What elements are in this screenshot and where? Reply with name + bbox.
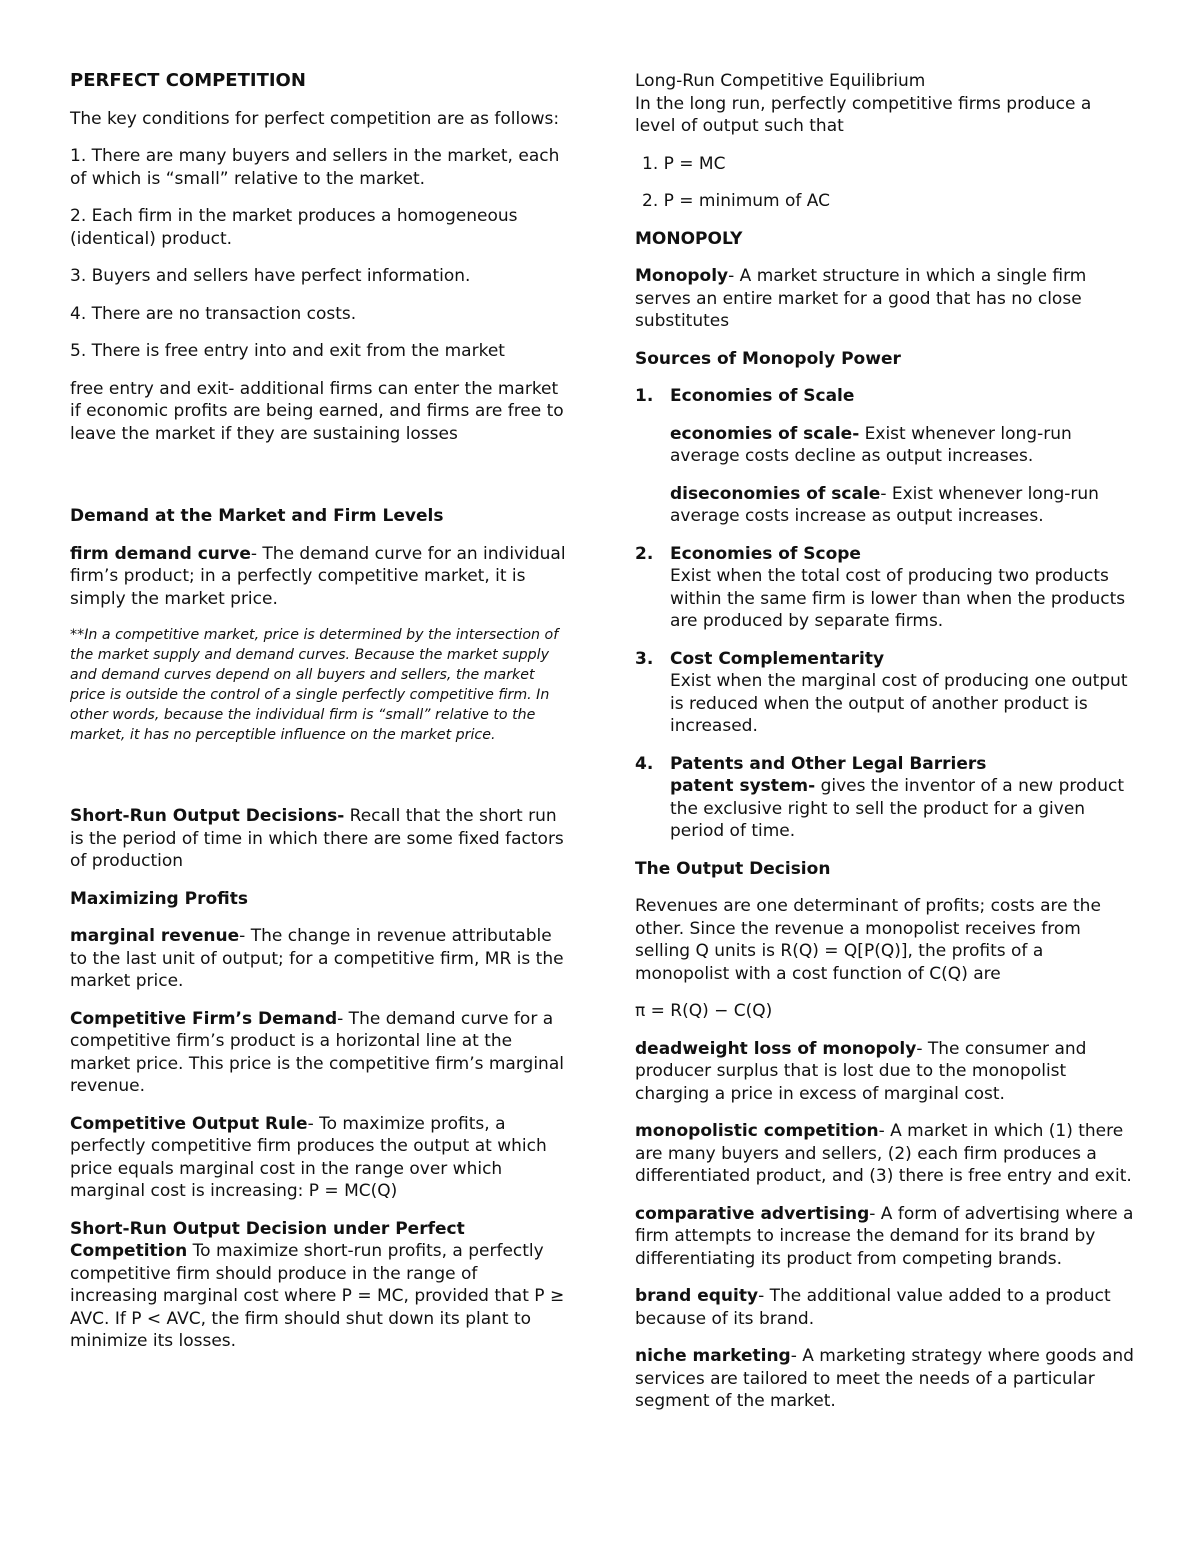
source-heading: Cost Complementarity [670, 648, 885, 669]
srod-term: Short-Run Output Decision under Perfect Competition [70, 1218, 465, 1261]
source-term: patent system- [670, 776, 816, 796]
page-title: PERFECT COMPETITION [70, 70, 306, 91]
short-run-def: Recall that the short run is the period of time in which there are some fixed factors of production [70, 806, 564, 871]
intro-text: The key conditions for perfect competition are as follows: [70, 108, 560, 129]
source-item [635, 385, 1135, 528]
source-heading: Patents and Other Legal Barriers [670, 753, 987, 774]
monopoly-heading: MONOPOLY [635, 228, 743, 249]
cor-def: - To maximize profits, a perfectly competitive firm produces the output at which price equals marginal cost in the range over which marginal cost is increasing: P = MC(Q) [70, 1113, 547, 1201]
lr-text: In the long run, perfectly competitive firms produce a level of output such that [635, 93, 1092, 136]
source-text: gives the inventor of a new product the exclusive right to sell the product for a given period of time. [670, 776, 1124, 841]
condition-4: 4. There are no transaction costs. [70, 303, 357, 324]
firm-demand-definition [70, 543, 570, 611]
nm-def: - A marketing strategy where goods and services are tailored to meet the needs of a particular segment of the market. [635, 1346, 1134, 1411]
source-heading: Economies of Scale [670, 386, 855, 406]
monopoly-definition [635, 265, 1135, 333]
dwl-definition [635, 1038, 1135, 1106]
source-def: Exist whenever long-run average costs decline as output increases. [670, 423, 1072, 466]
cor-definition [70, 1113, 570, 1203]
source-term: diseconomies of scale [670, 483, 881, 504]
dwl-term: deadweight loss of monopoly [635, 1038, 917, 1059]
ca-def: - A form of advertising where a firm attempts to increase the demand for its brand by differentiating its product from competing brands. [635, 1203, 1134, 1269]
cfd-def: - The demand curve for a competitive firm’s product is a horizontal line at the market price. This price is the competitive firm’s marginal revenue. [70, 1008, 564, 1096]
ca-definition [635, 1203, 1135, 1271]
cfd-term: Competitive Firm’s Demand [70, 1008, 338, 1029]
mc-def: - A market in which (1) there are many buyers and sellers, (2) each firm produces a differentiated product, and (3) there is free entry and exit. [635, 1121, 1132, 1186]
output-heading: The Output Decision [635, 858, 831, 879]
srod-definition [70, 1218, 570, 1353]
source-subdef [670, 423, 1135, 468]
source-text: Exist when the total cost of producing two products within the same firm is lower than when the products are produced by separate firms. [670, 566, 1126, 631]
mr-definition [70, 925, 570, 993]
srod-def: To maximize short-run profits, a perfectly competitive firm should produce in the range of increasing marginal cost where P = MC, provided that P ≥ AVC. If P < AVC, the firm should shut down its plant to minimize its losses. [70, 1241, 565, 1351]
source-number: 3. [635, 648, 654, 669]
source-heading: Economies of Scope [670, 543, 861, 564]
condition-5: 5. There is free entry into and exit from the market [70, 341, 505, 361]
monopoly-def: - A market structure in which a single firm serves an entire market for a good that has no close substitutes [635, 266, 1087, 331]
free-entry-text: free entry and exit- additional firms can enter the market if economic profits are being earned, and firms are free to leave the market if they are sustaining losses [70, 378, 564, 444]
source-text: Exist when the marginal cost of producing one output is reduced when the output of another product is increased. [670, 671, 1128, 736]
source-item [635, 648, 1135, 738]
lr-heading: Long-Run Competitive Equilibrium [635, 71, 926, 91]
spacer [70, 760, 570, 805]
nm-term: niche marketing [635, 1346, 791, 1366]
firm-demand-def: - The demand curve for an individual firm’s product; in a perfectly competitive market, it is simply the market price. [70, 543, 566, 609]
firm-demand-term: firm demand curve [70, 543, 251, 564]
competitive-market-note: **In a competitive market, price is determined by the intersection of the market supply and demand curves. Because the market supply and demand curves depend on all buyers and sellers, the market price is outside the control of a single perfectly competitive firm. In other words, because the individual firm is “small” relative to the market, it has no perceptible influence on the market price. [70, 627, 559, 743]
sources-heading: Sources of Monopoly Power [635, 348, 901, 369]
condition-2: 2. Each firm in the market produces a homogeneous (identical) product. [70, 206, 518, 249]
monopoly-term: Monopoly [635, 266, 729, 286]
be-def: - The additional value added to a product because of its brand. [635, 1286, 1111, 1329]
source-number: 1. [635, 386, 654, 406]
lr-condition-2: 2. P = minimum of AC [642, 191, 830, 211]
source-subdef [670, 775, 1135, 843]
short-run-term: Short-Run Output Decisions- [70, 806, 345, 826]
spacer [70, 460, 570, 505]
lr-condition-1: 1. P = MC [642, 153, 726, 174]
cfd-definition [70, 1008, 570, 1098]
be-term: brand equity [635, 1286, 759, 1306]
profit-equation: π = R(Q) − C(Q) [635, 1001, 773, 1021]
source-subdef [670, 483, 1135, 528]
demand-heading: Demand at the Market and Firm Levels [70, 506, 444, 526]
condition-3: 3. Buyers and sellers have perfect information. [70, 266, 471, 286]
nm-definition [635, 1345, 1135, 1413]
source-def: - Exist whenever long-run average costs increase as output increases. [670, 483, 1099, 526]
condition-1: 1. There are many buyers and sellers in the market, each of which is “small” relative to the market. [70, 146, 560, 189]
mc-term: monopolistic competition [635, 1121, 879, 1141]
source-number: 2. [635, 543, 654, 564]
left-column [70, 70, 570, 1368]
short-run-definition [70, 805, 570, 873]
max-profits-heading: Maximizing Profits [70, 888, 249, 909]
cor-term: Competitive Output Rule [70, 1113, 308, 1134]
source-item [635, 543, 1135, 633]
source-item [635, 753, 1135, 843]
ca-term: comparative advertising [635, 1203, 870, 1224]
source-term: economies of scale- [670, 423, 860, 444]
mr-def: - The change in revenue attributable to the last unit of output; for a competitive firm, MR is the market price. [70, 926, 564, 991]
right-column [635, 70, 1135, 1428]
output-text: Revenues are one determinant of profits; costs are the other. Since the revenue a monopolist receives from selling Q units is R(Q) = Q[P(Q)], the profits of a monopolist with a cost function of C(Q) are [635, 896, 1101, 984]
be-definition [635, 1285, 1135, 1330]
dwl-def: - The consumer and producer surplus that is lost due to the monopolist charging a price in excess of marginal cost. [635, 1038, 1087, 1104]
mr-term: marginal revenue [70, 926, 240, 946]
mc-definition [635, 1120, 1135, 1188]
source-number: 4. [635, 753, 654, 774]
